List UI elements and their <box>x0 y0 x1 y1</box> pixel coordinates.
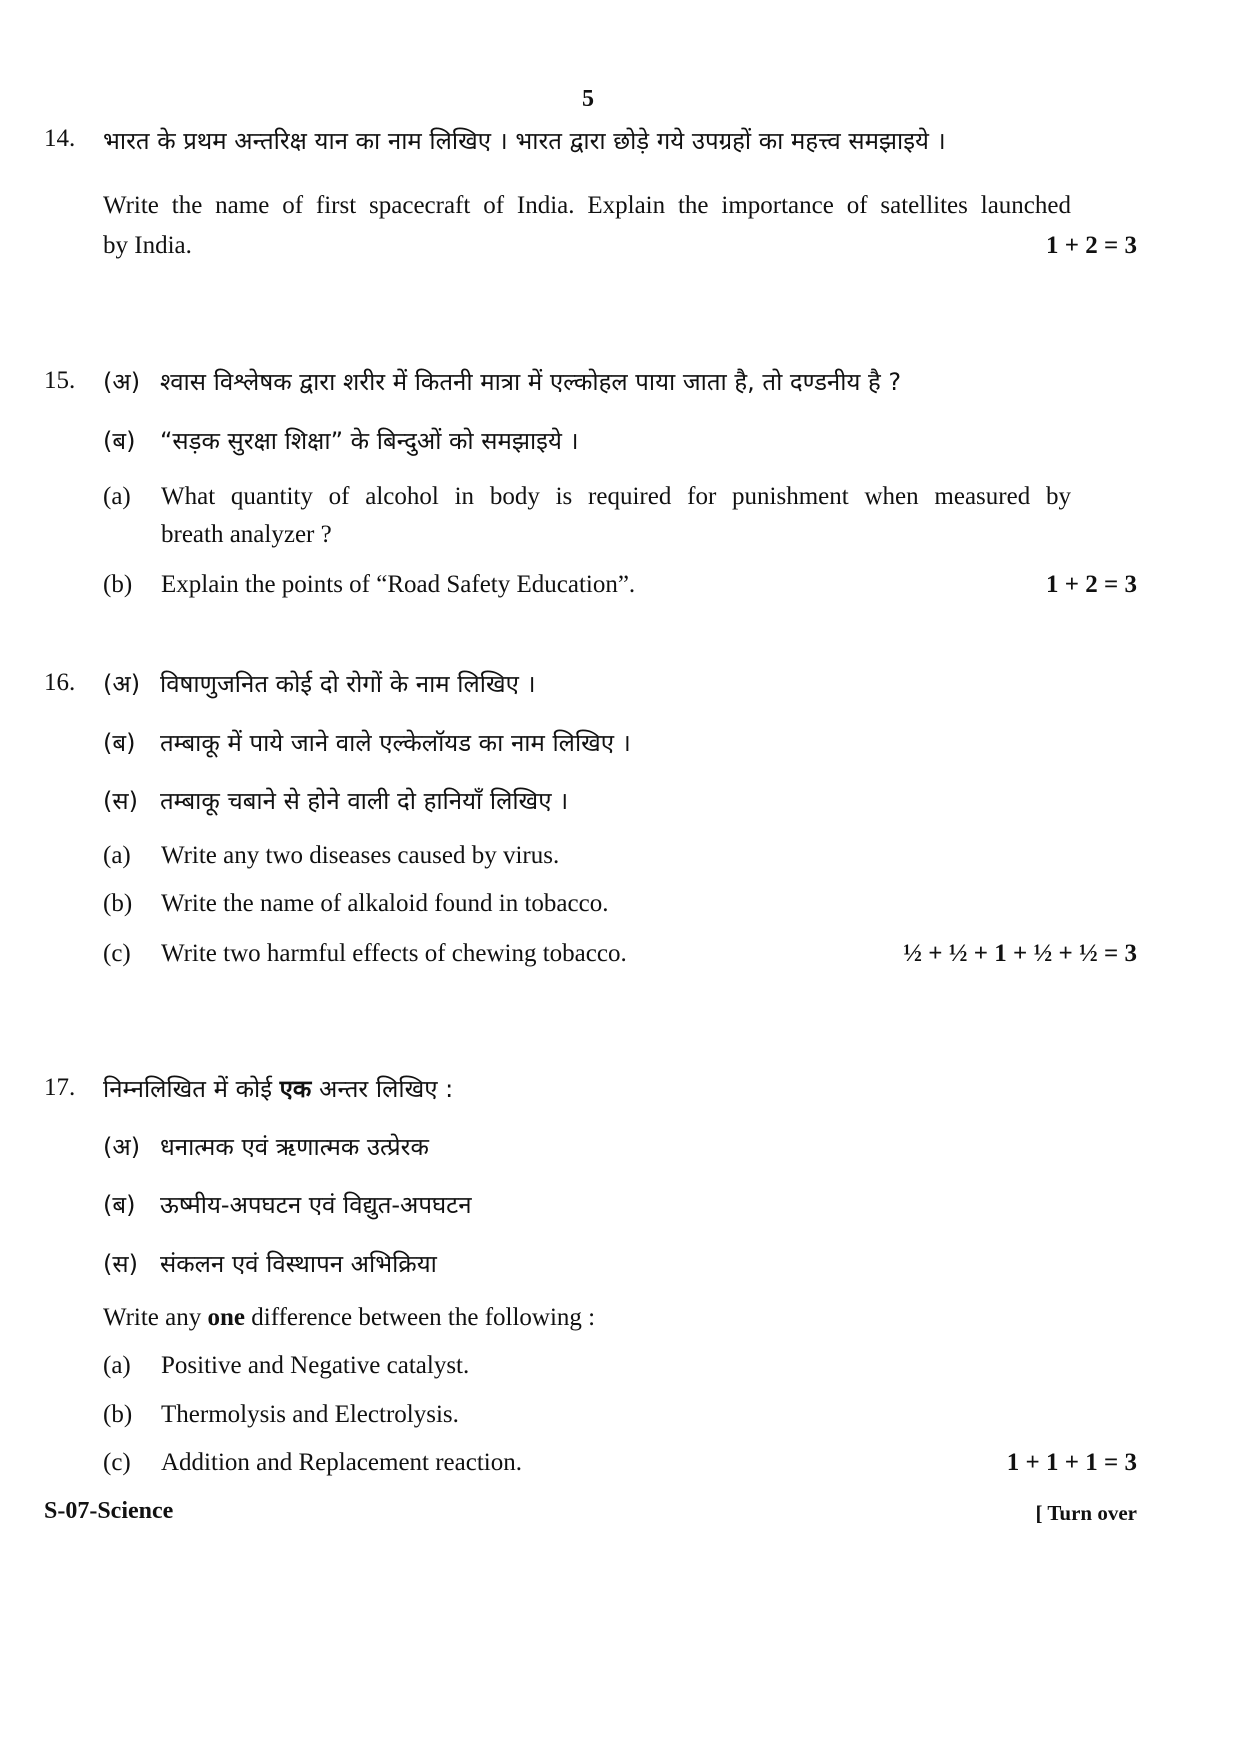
marks: 1 + 1 + 1 = 3 <box>1006 1449 1137 1476</box>
question-text-english-cont: by India. <box>103 232 192 259</box>
turn-over-note: [ Turn over <box>1035 1501 1137 1525</box>
question-text-english <box>103 1304 595 1332</box>
question-number: 16. <box>44 669 76 696</box>
intro-emphasis: one <box>207 1304 246 1331</box>
part-text-english: Addition and Replacement reaction. <box>161 1449 522 1476</box>
part-text-english: Write any two diseases caused by virus. <box>161 842 560 869</box>
part-label: (स) <box>103 787 138 815</box>
part-text-english: What quantity of alcohol in body is required for punishment when measured by <box>161 483 1071 510</box>
part-label: (a) <box>103 1352 131 1379</box>
part-label: (ब) <box>103 1191 136 1219</box>
question-number: 14. <box>44 125 76 152</box>
part-label: (b) <box>103 1401 133 1428</box>
part-label: (c) <box>103 940 131 967</box>
intro-text: अन्तर लिखिए : <box>319 1075 454 1103</box>
intro-text: Write any <box>103 1304 202 1331</box>
part-label: (स) <box>103 1250 138 1278</box>
part-label: (b) <box>103 890 133 917</box>
question-number: 15. <box>44 367 76 394</box>
part-label: (अ) <box>103 670 141 698</box>
question-text-hindi <box>103 1072 453 1105</box>
intro-text: निम्नलिखित में कोई <box>103 1075 273 1103</box>
question-text-english: Write the name of first spacecraft of India. Explain the importance of satellites launched <box>103 192 1071 219</box>
part-text-english-cont: breath analyzer ? <box>161 521 332 548</box>
part-text-hindi: धनात्मक एवं ऋणात्मक उत्प्रेरक <box>160 1133 429 1161</box>
marks: 1 + 2 = 3 <box>1046 571 1137 598</box>
part-text-hindi: विषाणुजनित कोई दो रोगों के नाम लिखिए । <box>160 670 536 698</box>
part-label: (अ) <box>103 1133 141 1161</box>
part-text-hindi: तम्बाकू में पाये जाने वाले एल्केलॉयड का नाम लिखिए । <box>160 729 631 757</box>
part-text-english: Thermolysis and Electrolysis. <box>161 1401 459 1428</box>
part-label: (ब) <box>103 427 136 455</box>
part-text-hindi: ऊष्मीय-अपघटन एवं विद्युत-अपघटन <box>160 1191 472 1219</box>
marks: 1 + 2 = 3 <box>1046 232 1137 259</box>
intro-text: difference between the following : <box>251 1304 596 1331</box>
part-label: (a) <box>103 483 131 510</box>
page-number: 5 <box>582 86 594 112</box>
part-text-hindi: संकलन एवं विस्थापन अभिक्रिया <box>160 1250 437 1278</box>
part-text-hindi: तम्बाकू चबाने से होने वाली दो हानियाँ लिखिए । <box>160 787 569 815</box>
question-number: 17. <box>44 1074 76 1101</box>
intro-emphasis: एक <box>279 1075 312 1103</box>
part-label: (b) <box>103 571 133 598</box>
part-text-english: Write the name of alkaloid found in tobacco. <box>161 890 609 917</box>
part-label: (a) <box>103 842 131 869</box>
part-label: (अ) <box>103 368 141 396</box>
part-text-english: Positive and Negative catalyst. <box>161 1352 470 1379</box>
marks: ½ + ½ + 1 + ½ + ½ = 3 <box>903 940 1137 967</box>
part-label: (ब) <box>103 729 136 757</box>
paper-code: S-07-Science <box>44 1498 174 1524</box>
part-text-hindi: “सड़क सुरक्षा शिक्षा” के बिन्दुओं को समझाइये । <box>160 427 579 455</box>
part-text-hindi: श्वास विश्लेषक द्वारा शरीर में कितनी मात्रा में एल्कोहल पाया जाता है, तो दण्डनीय है ? <box>160 368 902 396</box>
part-label: (c) <box>103 1449 131 1476</box>
part-text-english: Explain the points of “Road Safety Education”. <box>161 571 636 598</box>
part-text-english: Write two harmful effects of chewing tobacco. <box>161 940 627 967</box>
question-text-hindi: भारत के प्रथम अन्तरिक्ष यान का नाम लिखिए । भारत द्वारा छोड़े गये उपग्रहों का महत्त्व समझाइये । <box>103 127 946 155</box>
